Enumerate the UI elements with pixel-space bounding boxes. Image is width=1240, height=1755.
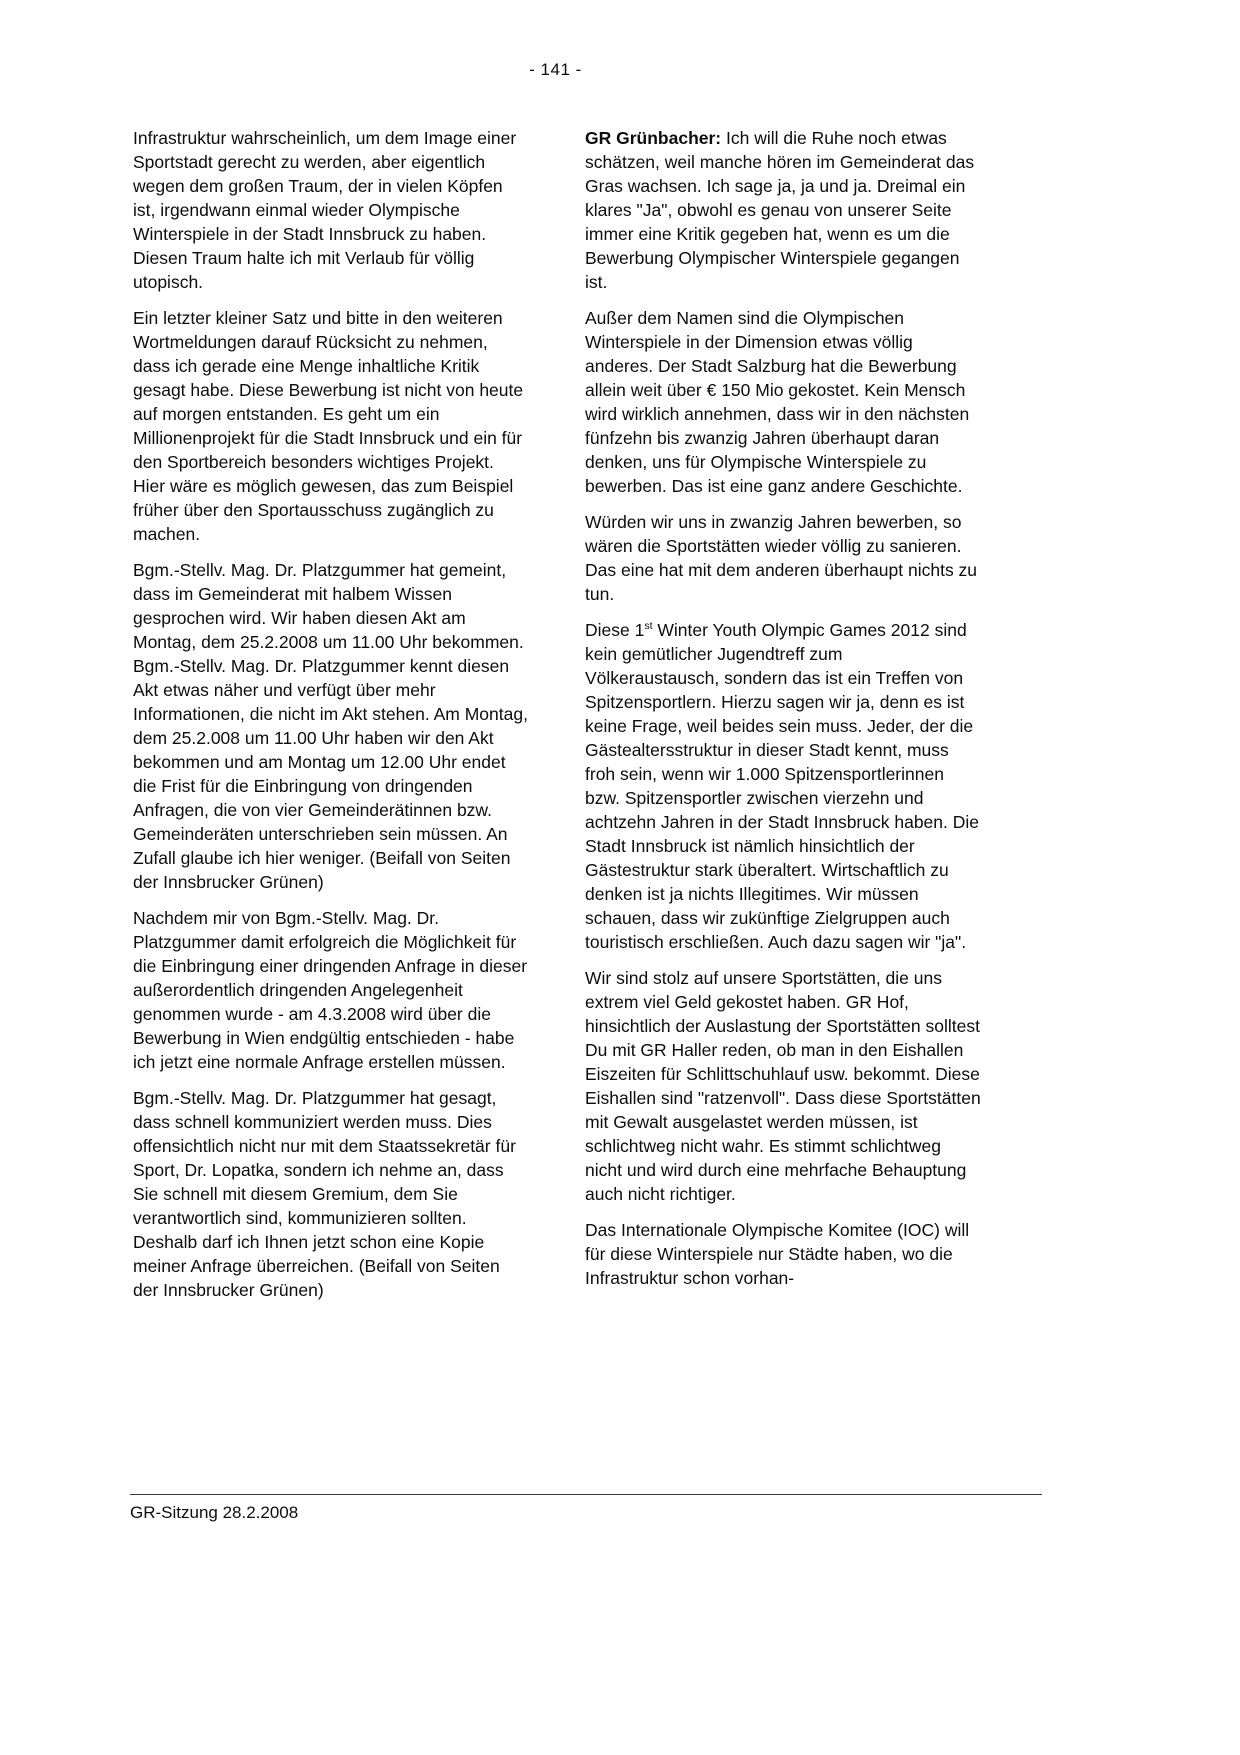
- page-footer: [130, 1494, 1042, 1523]
- paragraph: [133, 1086, 529, 1302]
- paragraph: [585, 510, 981, 606]
- right-column: [585, 126, 981, 1314]
- text-columns: [133, 126, 981, 1314]
- text-run: Ich will die Ruhe noch etwas schätzen, weil manche hören im Gemeinderat das Gras wachsen. Ich sage ja, ja und ja. Dreimal ein klares "Ja", obwohl es genau von unserer Seite immer eine Kritik gegeben hat, wenn es um die Bewerbung Olympischer Winterspiele gegangen ist.: [585, 128, 975, 292]
- text-run: Bgm.-Stellv. Mag. Dr. Platzgummer hat gemeint, dass im Gemeinderat mit halbem Wissen gesprochen wird. Wir haben diesen Akt am Montag, dem 25.2.2008 um 11.00 Uhr bekommen. Bgm.-Stellv. Mag. Dr. Platzgummer kennt diesen Akt etwas näher und verfügt über mehr Informationen, die nicht im Akt stehen. Am Montag, dem 25.2.008 um 11.00 Uhr haben wir den Akt bekommen und am Montag um 12.00 Uhr endet die Frist für die Einbringung von dringenden Anfragen, die von vier Gemeinderätinnen bzw. Gemeinderäten unterschrieben sein müssen. An Zufall glaube ich hier weniger. (Beifall von Seiten der Innsbrucker Grünen): [133, 560, 528, 892]
- page-number: - 141 -: [529, 60, 582, 79]
- footer-divider: [130, 1494, 1042, 1495]
- paragraph: [133, 126, 529, 294]
- paragraph: [585, 306, 981, 498]
- text-run: Das Internationale Olympische Komitee (IOC) will für diese Winterspiele nur Städte haben, wo die Infrastruktur schon vorhan-: [585, 1220, 970, 1288]
- text-run: Winter Youth Olympic Games 2012 sind kein gemütlicher Jugendtreff zum Völkeraustausch, sondern das ist ein Treffen von Spitzensportlern. Hierzu sagen wir ja, denn es ist keine Frage, weil beides sein muss. Jeder, der die Gästealtersstruktur in dieser Stadt kennt, muss froh sein, wenn wir 1.000 Spitzensportlerinnen bzw. Spitzensportler zwischen vierzehn und achtzehn Jahren in der Stadt Innsbruck haben. Die Stadt Innsbruck ist nämlich hinsichtlich der Gästestruktur stark überaltert. Wirtschaftlich zu denken ist ja nichts Illegitimes. Wir müssen schauen, dass wir zukünftige Zielgruppen auch touristisch erschließen. Auch dazu sagen wir "ja".: [585, 620, 979, 952]
- footer-text: GR-Sitzung 28.2.2008: [130, 1503, 299, 1522]
- left-column: [133, 126, 529, 1314]
- paragraph: [133, 906, 529, 1074]
- text-run: Würden wir uns in zwanzig Jahren bewerben, so wären die Sportstätten wieder völlig zu sanieren. Das eine hat mit dem anderen überhaupt nichts zu tun.: [585, 512, 978, 604]
- text-run: Diese 1: [585, 620, 645, 640]
- paragraph: [585, 618, 981, 954]
- text-run: Bgm.-Stellv. Mag. Dr. Platzgummer hat gesagt, dass schnell kommuniziert werden muss. Dies offensichtlich nicht nur mit dem Staatssekretär für Sport, Dr. Lopatka, sondern ich nehme an, dass Sie schnell mit diesem Gremium, dem Sie verantwortlich sind, kommunizieren sollten. Deshalb darf ich Ihnen jetzt schon eine Kopie meiner Anfrage überreichen. (Beifall von Seiten der Innsbrucker Grünen): [133, 1088, 516, 1300]
- superscript-text: st: [644, 620, 653, 633]
- text-run: Infrastruktur wahrscheinlich, um dem Image einer Sportstadt gerecht zu werden, aber eigentlich wegen dem großen Traum, der in vielen Köpfen ist, irgendwann einmal wieder Olympische Winterspiele in der Stadt Innsbruck zu haben. Diesen Traum halte ich mit Verlaub für völlig utopisch.: [133, 128, 517, 292]
- text-run: Ein letzter kleiner Satz und bitte in den weiteren Wortmeldungen darauf Rücksicht zu nehmen, dass ich gerade eine Menge inhaltliche Kritik gesagt habe. Diese Bewerbung ist nicht von heute auf morgen entstanden. Es geht um ein Millionenprojekt für die Stadt Innsbruck und ein für den Sportbereich besonders wichtiges Projekt. Hier wäre es möglich gewesen, das zum Beispiel früher über den Sportausschuss zugänglich zu machen.: [133, 308, 524, 544]
- speaker-name: GR Grünbacher:: [585, 128, 722, 148]
- text-run: Wir sind stolz auf unsere Sportstätten, die uns extrem viel Geld gekostet haben. GR Hof, hinsichtlich der Auslastung der Sportstätten solltest Du mit GR Haller reden, ob man in den Eishallen Eiszeiten für Schlittschuhlauf usw. bekommt. Diese Eishallen sind "ratzenvoll". Dass diese Sportstätten mit Gewalt ausgelastet werden müssen, ist schlichtweg nicht wahr. Es stimmt schlichtweg nicht und wird durch eine mehrfache Behauptung auch nicht richtiger.: [585, 968, 981, 1204]
- text-run: Nachdem mir von Bgm.-Stellv. Mag. Dr. Platzgummer damit erfolgreich die Möglichkeit für die Einbringung einer dringenden Anfrage in dieser außerordentlich dringenden Angelegenheit genommen wurde - am 4.3.2008 wird über die Bewerbung in Wien endgültig entschieden - habe ich jetzt eine normale Anfrage erstellen müssen.: [133, 908, 528, 1072]
- paragraph: [133, 558, 529, 894]
- paragraph: [585, 966, 981, 1206]
- paragraph: [133, 306, 529, 546]
- paragraph: [585, 126, 981, 294]
- text-run: Außer dem Namen sind die Olympischen Winterspiele in der Dimension etwas völlig anderes. Der Stadt Salzburg hat die Bewerbung allein weit über € 150 Mio gekostet. Kein Mensch wird wirklich annehmen, dass wir in den nächsten fünfzehn bis zwanzig Jahren überhaupt daran denken, uns für Olympische Winterspiele zu bewerben. Das ist eine ganz andere Geschichte.: [585, 308, 970, 496]
- paragraph: [585, 1218, 981, 1290]
